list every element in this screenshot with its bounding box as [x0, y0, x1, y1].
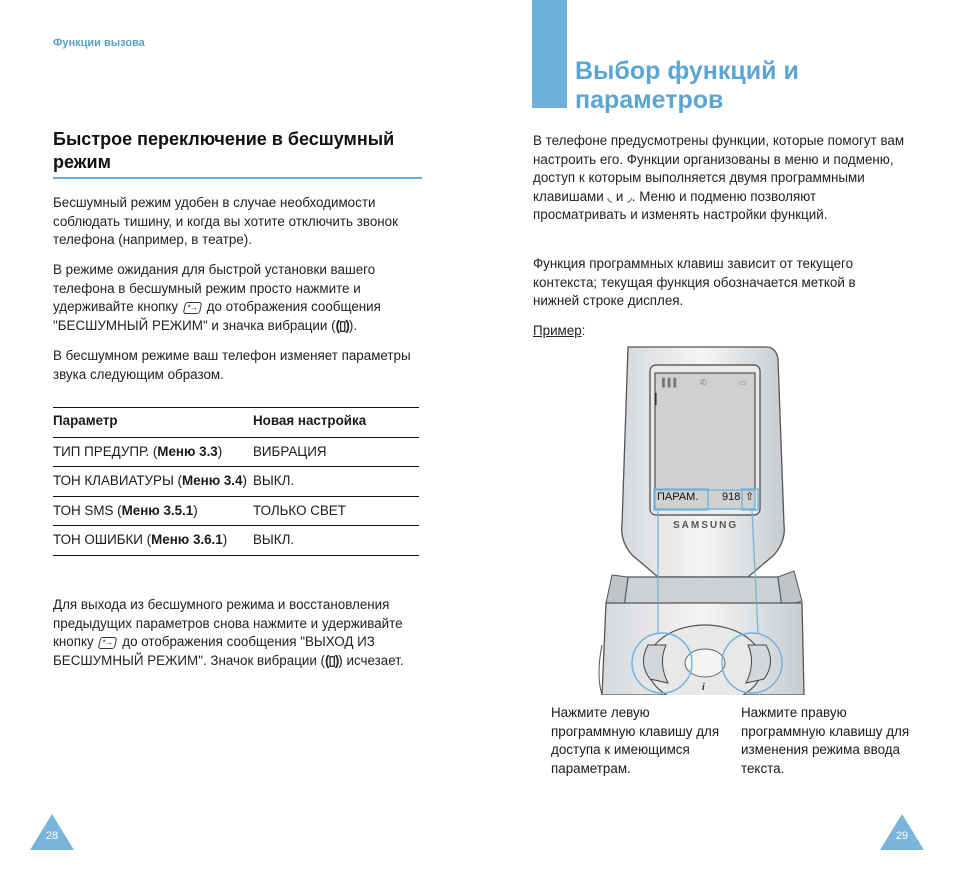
- example-label: Пример:: [533, 323, 586, 338]
- vibration-icon: (▯): [335, 317, 349, 333]
- table-cell-param: ТОН ОШИБКИ (Меню 3.6.1): [53, 526, 253, 556]
- right-softkey-icon: ◞: [627, 189, 632, 204]
- table-header-value: Новая настройка: [253, 408, 419, 438]
- vibration-icon: (▯): [325, 652, 339, 668]
- table-row: [53, 496, 419, 526]
- params-table: [53, 407, 419, 556]
- svg-text:SAMSUNG: SAMSUNG: [673, 520, 739, 531]
- star-key-icon: *→: [183, 302, 203, 314]
- para4-text-c: ) исчезает.: [338, 652, 404, 668]
- table-cell-param: ТИП ПРЕДУПР. (Меню 3.3): [53, 437, 253, 467]
- para-r1-text-a: В телефоне предусмотрены функции, которые помогут вам настроить его. Функции организованы в меню и подменю, доступ к которым выполняется двумя программными клавишами: [533, 133, 905, 204]
- table-cell-value: ВЫКЛ.: [253, 526, 419, 556]
- page-number-left: 28: [45, 830, 59, 842]
- caption-left-softkey: Нажмите левую программную клавишу для доступа к имеющимся параметрам.: [551, 705, 720, 776]
- table-header-row: [53, 408, 419, 438]
- table-header-param: Параметр: [53, 408, 253, 438]
- table-cell-value: ВЫКЛ.: [253, 467, 419, 497]
- paragraph-instructions: [53, 261, 425, 335]
- table-cell-param: ТОН SMS (Меню 3.5.1): [53, 496, 253, 526]
- paragraph-exit: [53, 596, 425, 670]
- paragraph-functions: [533, 132, 905, 225]
- svg-text:▭: ▭: [739, 378, 747, 387]
- para2-text-a: В режиме ожидания для быстрой установки вашего телефона в бесшумный режим просто нажмите и удерживайте кнопку: [53, 262, 376, 315]
- para4-text-a: Для выхода из бесшумного режима и восстановления предыдущих параметров снова нажмите и удерживайте кнопку: [53, 597, 403, 650]
- para2-text-b: до отображения сообщения "БЕСШУМНЫЙ РЕЖИМ" и значка вибрации (: [53, 299, 381, 333]
- paragraph-sound-params: В бесшумном режиме ваш телефон изменяет параметры звука следующим образом.: [53, 348, 411, 382]
- svg-text:▌▌▌: ▌▌▌: [662, 378, 680, 387]
- para4-text-b: до отображения сообщения "ВЫХОД ИЗ БЕСШУМНЫЙ РЕЖИМ". Значок вибрации (: [53, 634, 375, 668]
- heading-rule: [53, 177, 422, 179]
- title-accent-bar: [532, 0, 567, 108]
- paragraph-intro: Бесшумный режим удобен в случае необходимости соблюдать тишину, и когда вы хотите отключить звонок телефона (например, в театре).: [53, 195, 398, 248]
- softkey-label-right: 918: [722, 491, 741, 503]
- table-cell-value: ВИБРАЦИЯ: [253, 437, 419, 467]
- section-heading: Быстрое переключение в бесшумный режим: [53, 129, 395, 172]
- svg-text:i: i: [702, 682, 705, 693]
- para-r1-text-b: . Меню и подменю позволяют просматривать и изменять настройки функций.: [533, 188, 828, 223]
- phone-illustration: [598, 345, 808, 695]
- page-number-right: 29: [895, 830, 909, 842]
- svg-text:✆: ✆: [700, 378, 707, 387]
- table-cell-value: ТОЛЬКО СВЕТ: [253, 496, 419, 526]
- table-row: [53, 467, 419, 497]
- table-row: [53, 437, 419, 467]
- section-label: Функции вызова: [53, 37, 145, 49]
- paragraph-softkeys: Функция программных клавиш зависит от текущего контекста; текущая функция обозначается меткой в нижней строке дисплея.: [533, 256, 856, 309]
- star-key-icon: *→: [98, 637, 118, 649]
- table-row: [53, 526, 419, 556]
- page-title: Выбор функций и параметров: [575, 57, 799, 114]
- para2-text-c: ).: [348, 317, 358, 333]
- left-softkey-icon: ◟: [607, 189, 613, 204]
- caption-right-softkey: Нажмите правую программную клавишу для изменения режима ввода текста.: [741, 705, 910, 776]
- para-r1-and: и: [615, 188, 624, 204]
- softkey-label-left: ПАРАМ.: [657, 491, 699, 503]
- table-cell-param: ТОН КЛАВИАТУРЫ (Меню 3.4): [53, 467, 253, 497]
- input-mode-icon: ⇧: [745, 491, 755, 503]
